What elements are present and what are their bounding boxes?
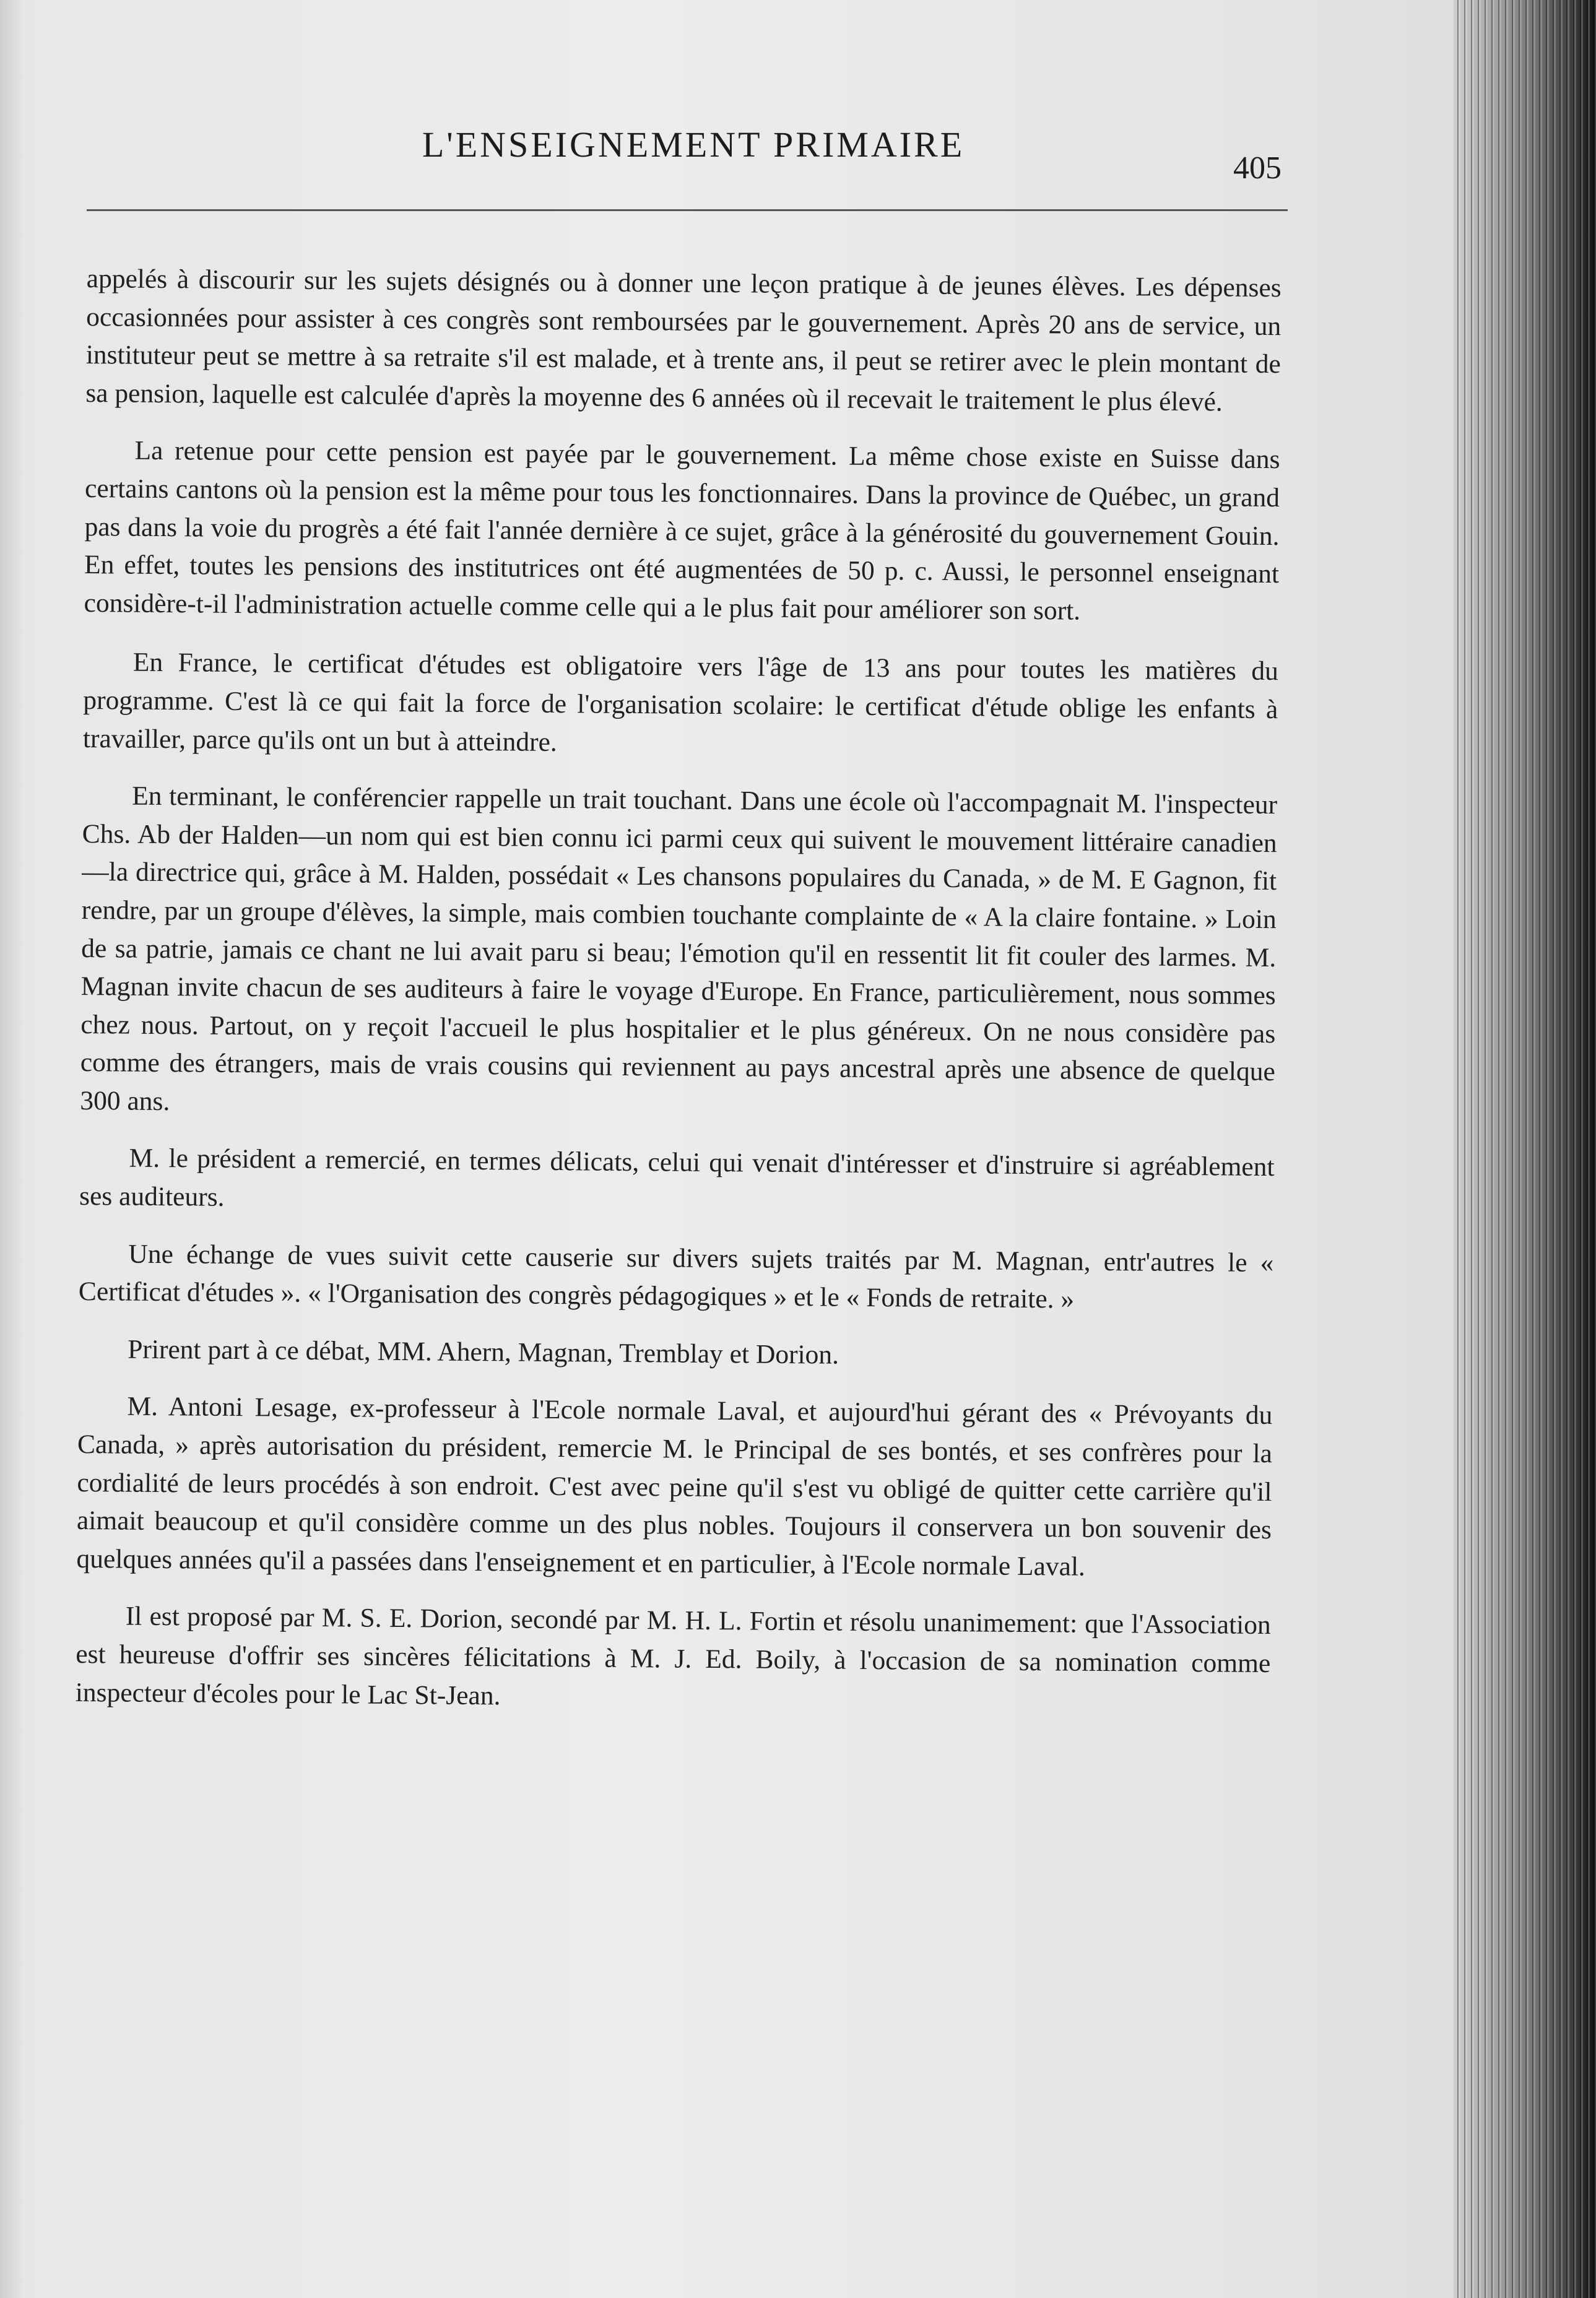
paragraph-7: Prirent part à ce débat, MM. Ahern, Magnan, Tremblay et Dorion. [127, 1334, 839, 1370]
book-page-edge [1454, 0, 1596, 2298]
paragraph-2: La retenue pour cette pension est payée par le gouvernement. La même chose existe en Suisse dans certains cantons où la pension est la même pour tous les fonctionnaires. Dans la province de Québec, un grand pas dans la voie du progrès a été fait l'année dernière à ce sujet, grâce à la générosité du gouvernement Gouin. En effet, toutes les pensions des institutrices ont été augmentées de 50 p. c. Aussi, le personnel enseignant considère-t-il l'administration actuelle comme celle qui a le plus fait pour améliorer son sort. [84, 435, 1280, 626]
paragraph-1: appelés à discourir sur les sujets désignés ou à donner une leçon pratique à de jeunes élèves. Les dépenses occasionnées pour assister à ces congrès sont remboursées par le gouvernement. Après 20 ans de service, un instituteur peut se mettre à sa retraite s'il est malade, et à trente ans, il peut se retirer avec le plein montant de sa pension, laquelle est calculée d'après la moyenne des 6 années où il recevait le traitement le plus élevé. [85, 263, 1282, 417]
page-left-shadow [0, 0, 25, 2298]
paragraph-4: En terminant, le conférencier rappelle un trait touchant. Dans une école où l'accompagnait M. l'inspecteur Chs. Ab der Halden—un nom qui est bien connu ici parmi ceux qui suivent le mouvement littéraire canadien—la directrice qui, grâce à M. Halden, possédait « Les chansons populaires du Canada, » de M. E Gagnon, fit rendre, par un groupe d'élèves, la simple, mais combien touchante complainte de « A la claire fontaine. » Loin de sa patrie, jamais ce chant ne lui avait paru si beau; l'émotion qu'il en ressentit lit fit couler des larmes. M. Magnan invite chacun de ses auditeurs à faire le voyage d'Europe. En France, particulièrement, nous sommes chez nous. Partout, on y reçoit l'accueil le plus hospitalier et le plus généreux. On ne nous considère pas comme des étrangers, mais de vrais cousins qui reviennent au pays ancestral après une absence de quelque 300 ans. [80, 781, 1278, 1116]
paragraph-8: M. Antoni Lesage, ex-professeur à l'Ecole normale Laval, et aujourd'hui gérant des « Prévoyants du Canada, » après autorisation du président, remercie M. le Principal de ses bontés, et ses confrères pour la cordialité de leurs procédés à son endroit. C'est avec peine qu'il s'est vu obligé de quitter cette carrière qu'il aimait beaucoup et qu'il considère comme un des plus nobles. Toujours il conservera un bon souvenir des quelques années qu'il a passées dans l'enseignement et en particulier, à l'Ecole normale Laval. [76, 1392, 1273, 1582]
paragraph-6: Une échange de vues suivit cette causerie sur divers sujets traités par M. Magnan, entr'autres le « Certificat d'études ». « l'Organisation des congrès pédagogiques » et le « Fonds de retraite. » [78, 1239, 1274, 1314]
header-rule [87, 209, 1288, 211]
paragraph-3: En France, le certificat d'études est obligatoire vers l'âge de 13 ans pour toutes les matières du programme. C'est là ce qui fait la force de l'organisation scolaire: le certificat d'étude oblige les enfants à travailler, parce qu'ils ont un but à atteindre. [82, 647, 1279, 757]
running-head [87, 124, 1300, 198]
paragraph-9: Il est proposé par M. S. E. Dorion, secondé par M. H. L. Fortin et résolu unanimement: que l'Association est heureuse d'offrir ses sincères félicitations à M. J. Ed. Boily, à l'occasion de sa nomination comme inspecteur d'écoles pour le Lac St-Jean. [75, 1601, 1271, 1710]
running-title: L'ENSEIGNEMENT PRIMAIRE [422, 124, 965, 165]
paragraph-5: M. le président a remercié, en termes délicats, celui qui venait d'intéresser et d'instruire si agréablement ses auditeurs. [79, 1143, 1275, 1212]
body-text [75, 260, 1282, 1740]
page-number: 405 [1233, 150, 1282, 186]
